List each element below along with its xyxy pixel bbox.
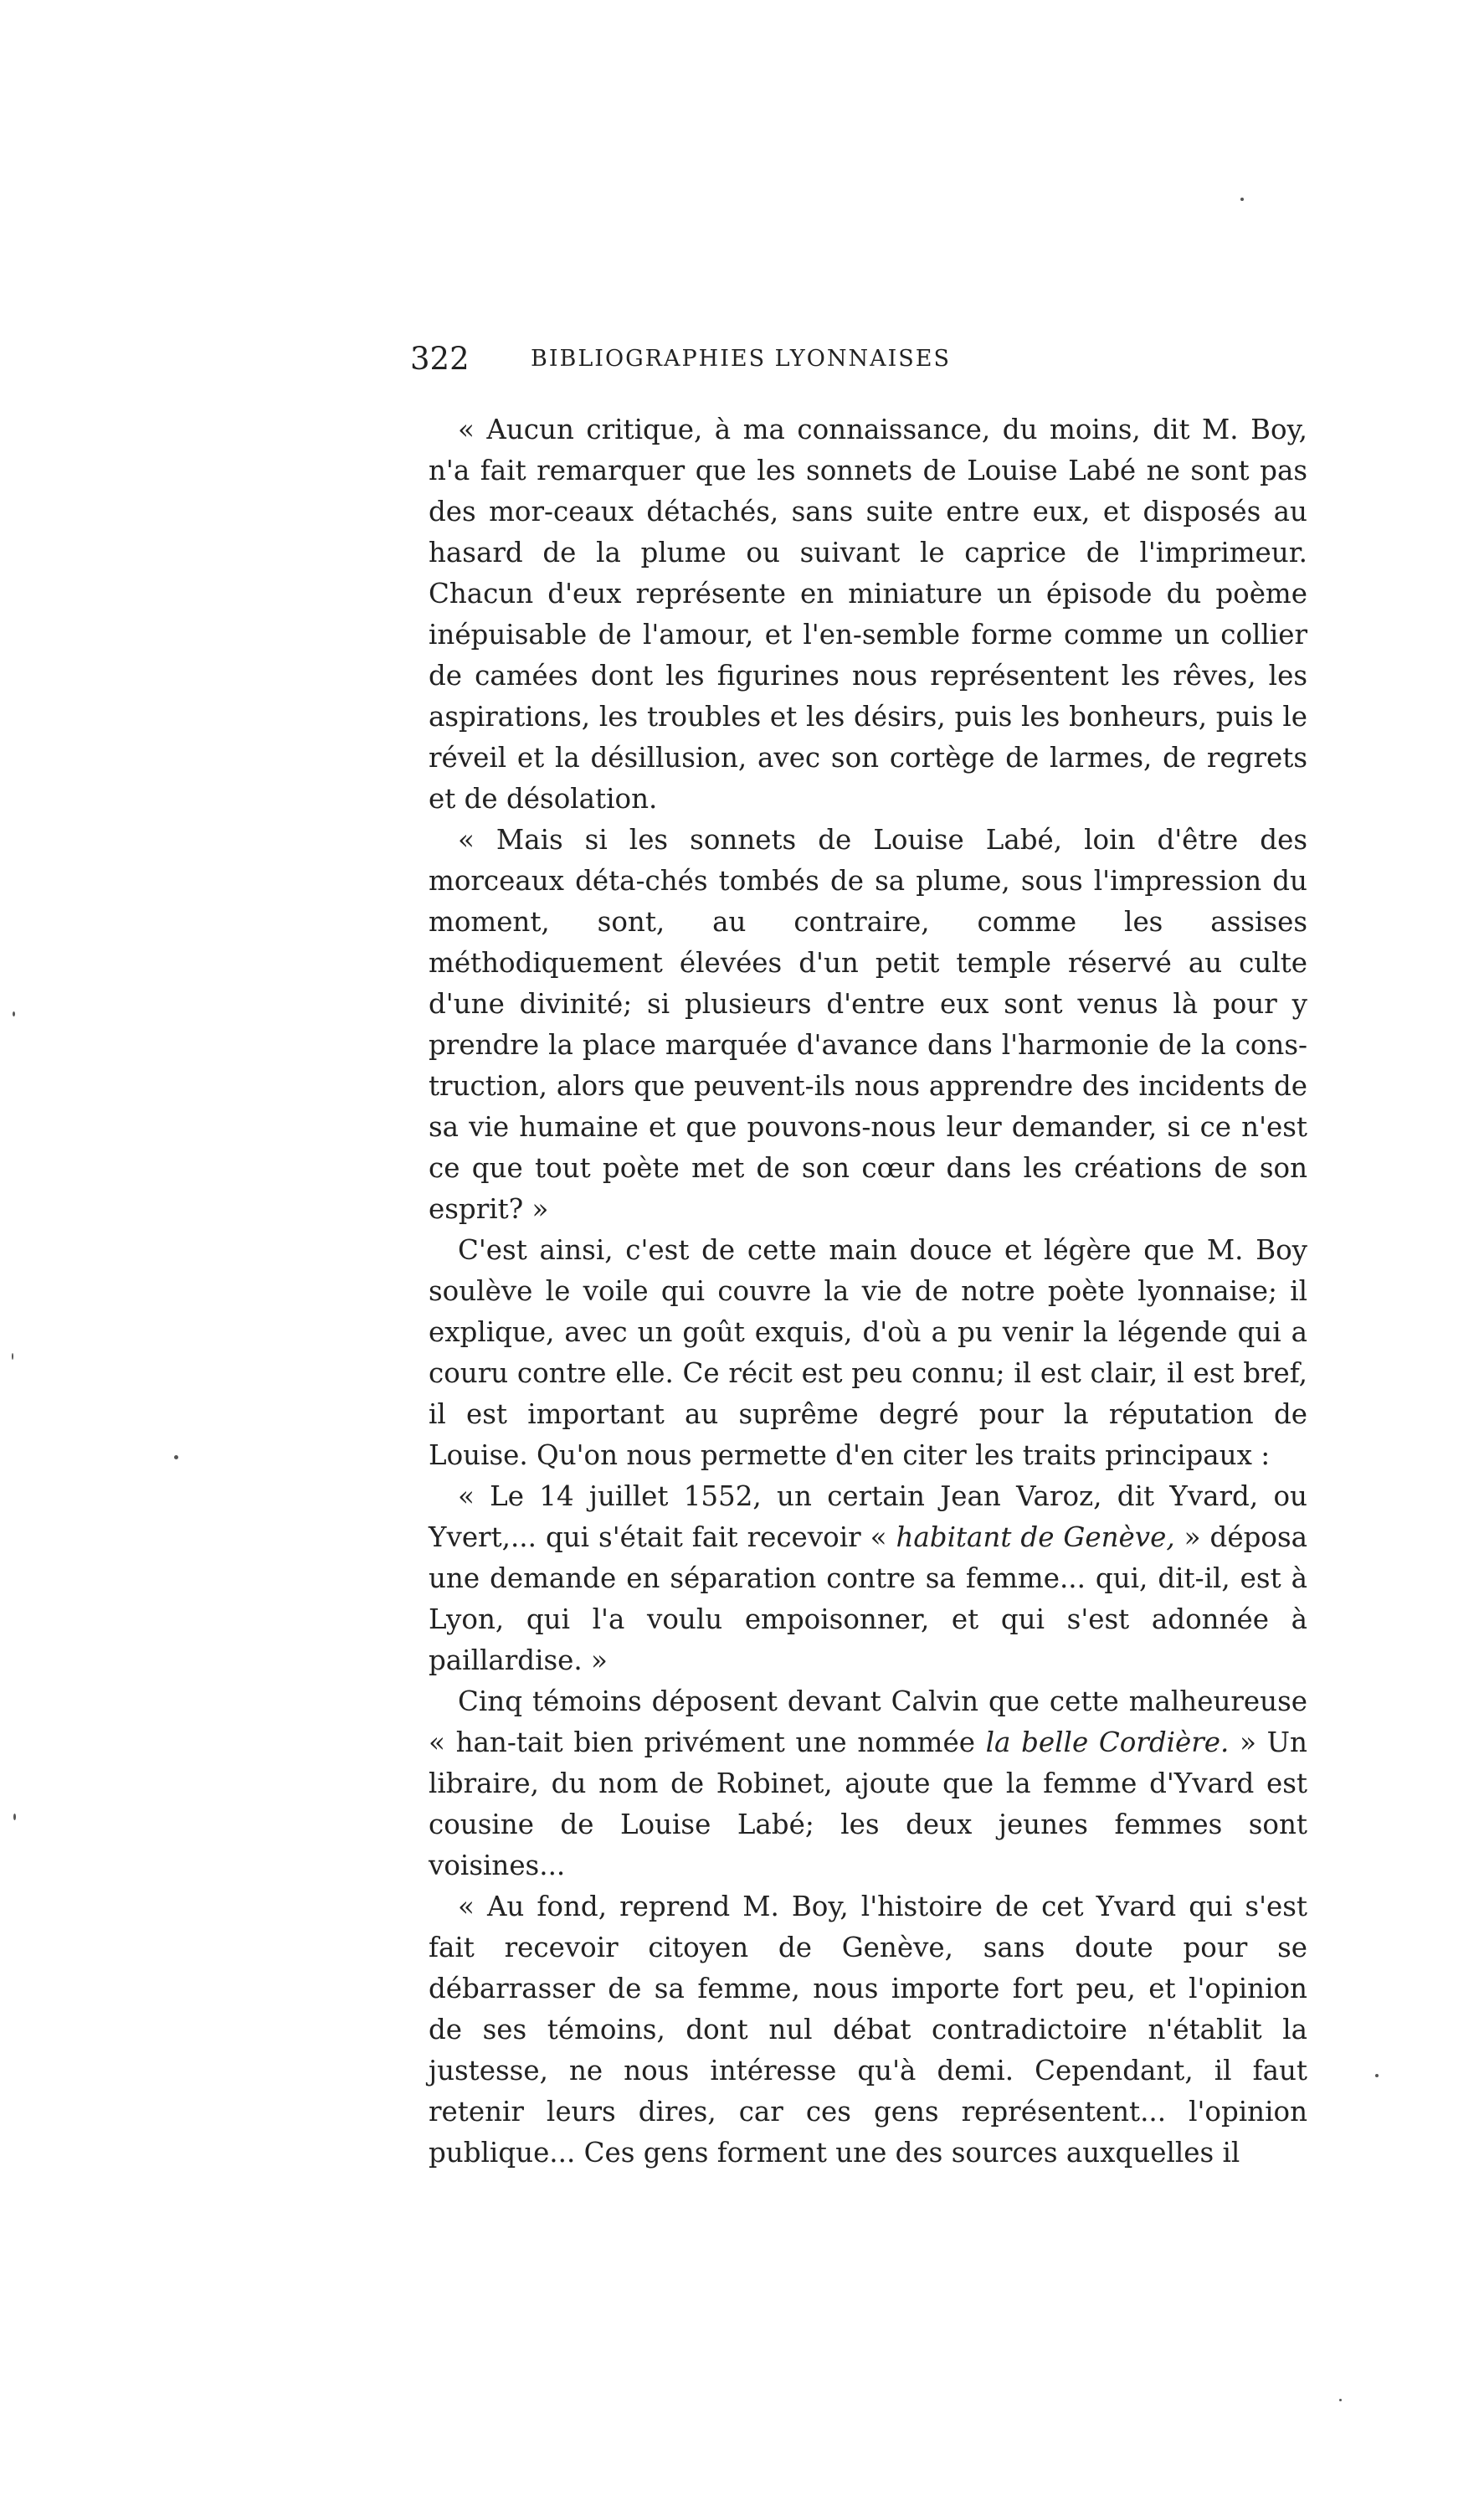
- scan-speck: [12, 1353, 13, 1360]
- paragraph-4-text-after: » Un libraire, du nom de Robinet, ajoute que la femme d'Yvard est cousine de Louise Labé; les deux jeunes femmes sont voisines...: [429, 1726, 1307, 1881]
- running-head-title: BIBLIOGRAPHIES LYONNAISES: [531, 346, 951, 372]
- scan-speck: [13, 1814, 16, 1820]
- paragraph-c-est-ainsi: C'est ainsi, c'est de cette main douce et légère que M. Boy soulève le voile qui couvre la vie de notre poète lyonnaise; il explique, avec un goût exquis, d'où a pu venir la légende qui a couru contre elle. Ce récit est peu connu; il est clair, il est bref, il est important au suprême degré pour la réputation de Louise. Qu'on nous permette d'en citer les traits principaux :: [429, 1234, 1307, 1471]
- scan-speck: [1240, 198, 1244, 201]
- scan-speck: [174, 1455, 178, 1459]
- paragraph-le-14-juillet: [429, 1476, 1307, 1681]
- page-number: 322: [410, 341, 470, 377]
- scan-speck: [1339, 2399, 1342, 2401]
- paragraph-cinq-temoins: [429, 1681, 1307, 1886]
- paragraph-4-text-before: Cinq témoins déposent devant Calvin que cette malheureuse « han-tait bien privément une nommée: [429, 1685, 1307, 1758]
- scan-speck: [13, 1011, 15, 1016]
- paragraph-aucun-critique: « Aucun critique, à ma connaissance, du moins, dit M. Boy, n'a fait remarquer que les sonnets de Louise Labé ne sont pas des mor-ceaux détachés, sans suite entre eux, et disposés au hasard de la plume ou suivant le caprice de l'imprimeur. Chacun d'eux représente en miniature un épisode du poème inépuisable de l'amour, et l'en-semble forme comme un collier de camées dont les figurines nous représentent les rêves, les aspirations, les troubles et les désirs, puis les bonheurs, puis le réveil et la désillusion, avec son cortège de larmes, de regrets et de désolation.: [429, 414, 1307, 815]
- paragraph-3-text-after: » déposa une demande en séparation contre sa femme... qui, dit-il, est à Lyon, qui l'a voulu empoisonner, et qui s'est adonnée à paillardise. »: [429, 1521, 1307, 1676]
- body-text: [429, 409, 1307, 2174]
- paragraph-mais-si-les-sonnets: « Mais si les sonnets de Louise Labé, loin d'être des morceaux déta-chés tombés de sa plume, sous l'impression du moment, sont, au contraire, comme les assises méthodiquement élevées d'un petit temple réservé au culte d'une divinité; si plusieurs d'entre eux sont venus là pour y prendre la place marquée d'avance dans l'harmonie de la cons-truction, alors que peuvent-ils nous apprendre des incidents de sa vie humaine et que pouvons-nous leur demander, si ce n'est ce que tout poète met de son cœur dans les créations de son esprit? »: [429, 824, 1307, 1225]
- paragraph-3-italic-phrase: habitant de Genève,: [896, 1521, 1175, 1553]
- running-header: [410, 339, 1071, 379]
- paragraph-3-text-before: « Le 14 juillet 1552, un certain Jean Varoz, dit Yvard, ou Yvert,... qui s'était fait recevoir «: [429, 1480, 1307, 1553]
- scan-speck: [1375, 2074, 1379, 2077]
- paragraph-au-fond: « Au fond, reprend M. Boy, l'histoire de cet Yvard qui s'est fait recevoir citoyen de Genève, sans doute pour se débarrasser de sa femme, nous importe fort peu, et l'opinion de ses témoins, dont nul débat contradictoire n'établit la justesse, ne nous intéresse qu'à demi. Cependant, il faut retenir leurs dires, car ces gens représentent... l'opinion publique... Ces gens forment une des sources auxquelles il: [429, 1891, 1307, 2169]
- paragraph-4-italic-phrase: la belle Cordière.: [985, 1726, 1230, 1758]
